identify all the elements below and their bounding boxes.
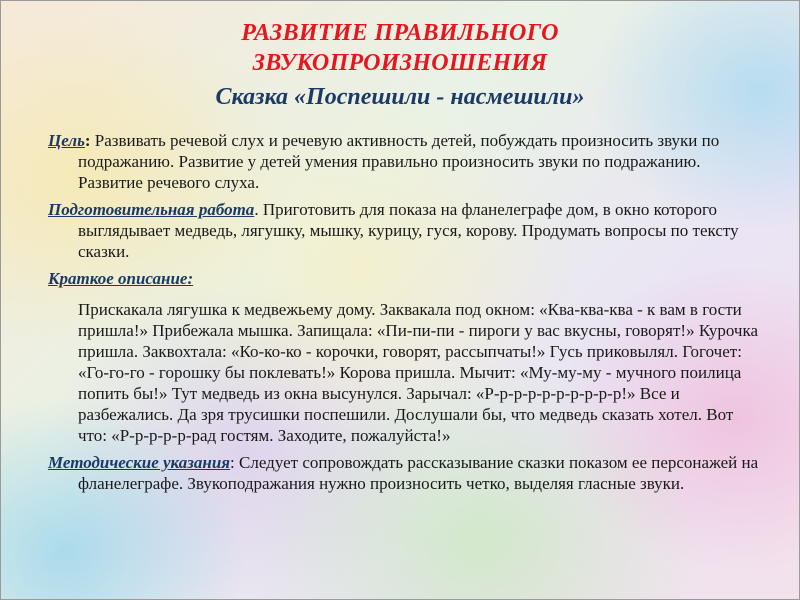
method-text: : Следует сопровождать рассказывание сказки показом ее персонажей на фланелеграфе. Звукоподражания нужно произносить четко, выделяя гласные звуки.: [78, 453, 759, 493]
method-label: Методические указания: [48, 453, 231, 472]
summary-heading: [48, 268, 760, 289]
summary-text: Прискакала лягушка к медвежьему дому. Заквакала под окном: «Ква-ква-ква - к вам в гости пришла!» Прибежала мышка. Запищала: «Пи-пи-пи - пироги у вас вкусны, говорят!» Курочка пришла. Заквохтала: «Ко-ко-ко - корочки, говорят, рассыпчаты!» Гусь приковылял. Гогочет: «Го-го-го - горошку бы поклевать!» Корова пришла. Мычит: «Му-му-му - мучного поилица попить бы!» Тут медведь из окна высунулся. Зарычал: «Р-р-р-р-р-р-р-р-р-р!» Все и разбежались. Да зря трусишки поспешили. Дослушали бы, что медведь сказать хотел. Вот что: «Р-р-р-р-р-рад гостям. Заходите, пожалуйста!»: [78, 300, 759, 445]
prep-paragraph: [48, 199, 760, 262]
goal-label: Цель: [48, 131, 85, 150]
goal-text: Развивать речевой слух и речевую активность детей, побуждать произносить звуки по подражанию. Развитие у детей умения правильно произносить звуки по подражанию. Развитие речевого слуха.: [78, 131, 720, 192]
method-paragraph: [48, 452, 760, 494]
summary-label: Краткое описание:: [48, 269, 194, 288]
goal-paragraph: [48, 130, 760, 193]
title-line-2: ЗВУКОПРОИЗНОШЕНИЯ: [252, 50, 548, 76]
prep-text: . Приготовить для показа на фланелеграфе дом, в окно которого выглядывает медведь, лягушку, мышку, курицу, гуся, корову. Продумать вопросы по тексту сказки.: [78, 200, 739, 261]
title-line-1: РАЗВИТИЕ ПРАВИЛЬНОГО: [241, 20, 559, 46]
goal-separator: :: [84, 131, 91, 150]
title-block: [0, 18, 800, 114]
prep-label: Подготовительная работа: [48, 200, 255, 219]
slide-content: [48, 130, 760, 500]
page-subtitle: Сказка «Поспешили - насмешили»: [215, 84, 585, 110]
